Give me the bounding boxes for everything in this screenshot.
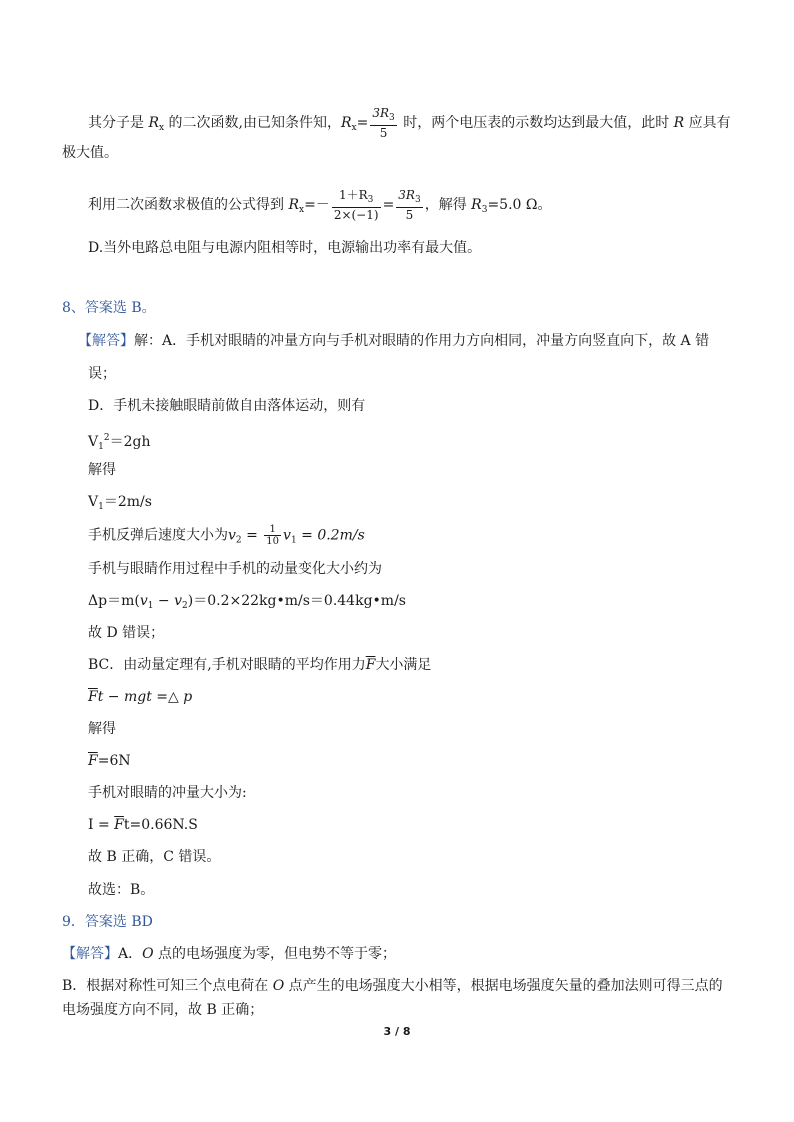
- q8-line-15: 手机对眼睛的冲量大小为:: [88, 785, 247, 801]
- q8-line-5: 解得: [88, 462, 116, 478]
- fraction-extremum: $\frac{1+R_3}{2\times(-1)}$: [333, 188, 379, 222]
- q8-line-3: D．手机未接触眼睛前做自由落体运动，则有: [88, 398, 366, 414]
- q7-line-3: 利用二次函数求极值的公式得到 $R_x=-$ $\frac{1+R_3}{2\times(-1)}$ = $\frac{3R_3}{5}$ ，解得 $R_3=5.0$ Ω。: [88, 188, 552, 222]
- fraction-3r3-over-5-b: $\frac{3R_3}{5}$: [398, 188, 421, 222]
- solution-label: 【解答】: [62, 946, 118, 962]
- q9-answer-header: 9．答案选 BD: [62, 914, 153, 930]
- q8-line-8: 手机与眼睛作用过程中手机的动量变化大小约为: [88, 561, 382, 577]
- q8-line-7: 手机反弹后速度大小为$v_2$ = $\frac{1}{10}$ $v_1 = 0.2m/s$: [88, 524, 365, 547]
- fraction-one-tenth: $\frac{1}{10}$: [266, 524, 280, 547]
- fraction-3r3-over-5: $\frac{3R_3}{5}$: [372, 106, 395, 140]
- q8-line-2: 误；: [88, 366, 116, 382]
- q8-line-11: BC．由动量定理有,手机对眼睛的平均作用力$\overline{F}$大小满足: [88, 657, 432, 673]
- q9-solution-line-1: 【解答】A．O 点的电场强度为零，但电势不等于零；: [62, 946, 397, 962]
- q7-line-4: D.当外电路总电阻与电源内阻相等时，电源输出功率有最大值。: [88, 240, 482, 256]
- q7-line-2: 极大值。: [62, 145, 118, 161]
- q9-line-3: 电场强度方向不同，故 B 正确；: [62, 1002, 264, 1018]
- q8-line-4: $V_1^2=2gh$: [88, 433, 151, 452]
- solution-label: 【解答】: [78, 333, 134, 349]
- q8-line-17: 故 B 正确，C 错误。: [88, 849, 221, 865]
- q8-line-14: $\overline{F}=6N$: [88, 753, 131, 769]
- page-number: 3 / 8: [383, 1025, 411, 1038]
- q8-answer-header: 8、答案选 B。: [62, 300, 156, 316]
- q9-line-2: B．根据对称性可知三个点电荷在 O 点产生的电场强度大小相等，根据电场强度矢量的叠加法则可得三点的: [62, 978, 723, 994]
- q8-line-12: $\overline{F}t$ − mgt =△ p: [88, 689, 193, 705]
- q8-line-13: 解得: [88, 721, 116, 737]
- q8-line-18: 故选：B。: [88, 882, 155, 898]
- q8-solution-line-1: 【解答】解：A．手机对眼睛的冲量方向与手机对眼睛的作用力方向相同，冲量方向竖直向下，故 A 错: [78, 333, 710, 349]
- q8-line-10: 故 D 错误；: [88, 625, 165, 641]
- q8-line-9: $\Delta p=m(v_1$ − $v_2)=0.2\times 22kg•m/s=0.44kg•m/s$: [88, 593, 406, 611]
- q7-line-1: 其分子是 $R_x$ 的二次函数,由已知条件知，$R_x=$ $\frac{3R_3}{5}$ 时，两个电压表的示数均达到最大值，此时 R 应具有: [88, 106, 731, 140]
- q8-line-16: $I = \overline{F}t=0.66N.S$: [88, 817, 198, 833]
- q8-line-6: $V_1=2m/s$: [88, 494, 152, 512]
